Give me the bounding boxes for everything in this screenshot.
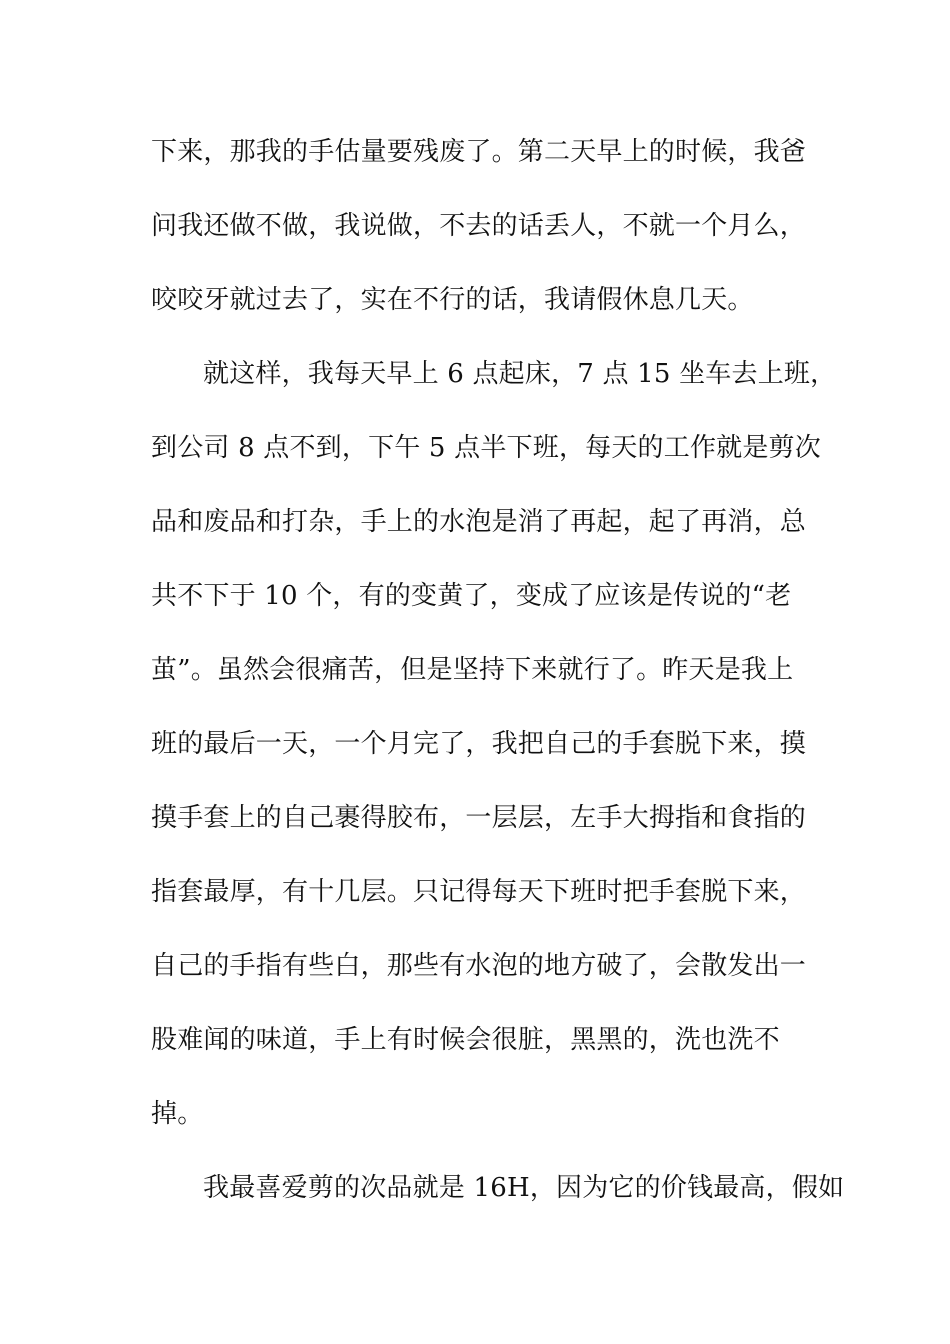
body-text — [151, 125, 845, 1235]
text-line-9: 班的最后一天，一个月完了，我把自己的手套脱下来，摸 — [151, 729, 807, 759]
text-line-4: 就这样，我每天早上 6 点起床，7 点 15 坐车去上班， — [203, 359, 837, 389]
text-line-2: 问我还做不做，我说做，不去的话丢人，不就一个月么， — [151, 211, 807, 241]
text-line-10: 摸手套上的自己裹得胶布，一层层，左手大拇指和食指的 — [151, 803, 807, 833]
text-line-8: 茧”。虽然会很痛苦，但是坚持下来就行了。昨天是我上 — [151, 655, 794, 685]
text-line-11: 指套最厚，有十几层。只记得每天下班时把手套脱下来， — [151, 877, 807, 907]
text-line-5: 到公司 8 点不到，下午 5 点半下班，每天的工作就是剪次 — [151, 433, 821, 463]
text-line-12: 自己的手指有些白，那些有水泡的地方破了，会散发出一 — [151, 951, 807, 981]
text-line-6: 品和废品和打杂，手上的水泡是消了再起，起了再消，总 — [151, 507, 807, 537]
text-line-7: 共不下于 10 个，有的变黄了，变成了应该是传说的“老 — [151, 581, 792, 611]
text-line-14: 掉。 — [151, 1099, 204, 1129]
text-line-1: 下来，那我的手估量要残废了。第二天早上的时候，我爸 — [151, 137, 807, 167]
text-line-15: 我最喜爱剪的次品就是 16H，因为它的价钱最高，假如 — [203, 1173, 845, 1203]
text-line-3: 咬咬牙就过去了，实在不行的话，我请假休息几天。 — [151, 285, 754, 315]
text-line-13: 股难闻的味道，手上有时候会很脏，黑黑的，洗也洗不 — [151, 1025, 780, 1055]
